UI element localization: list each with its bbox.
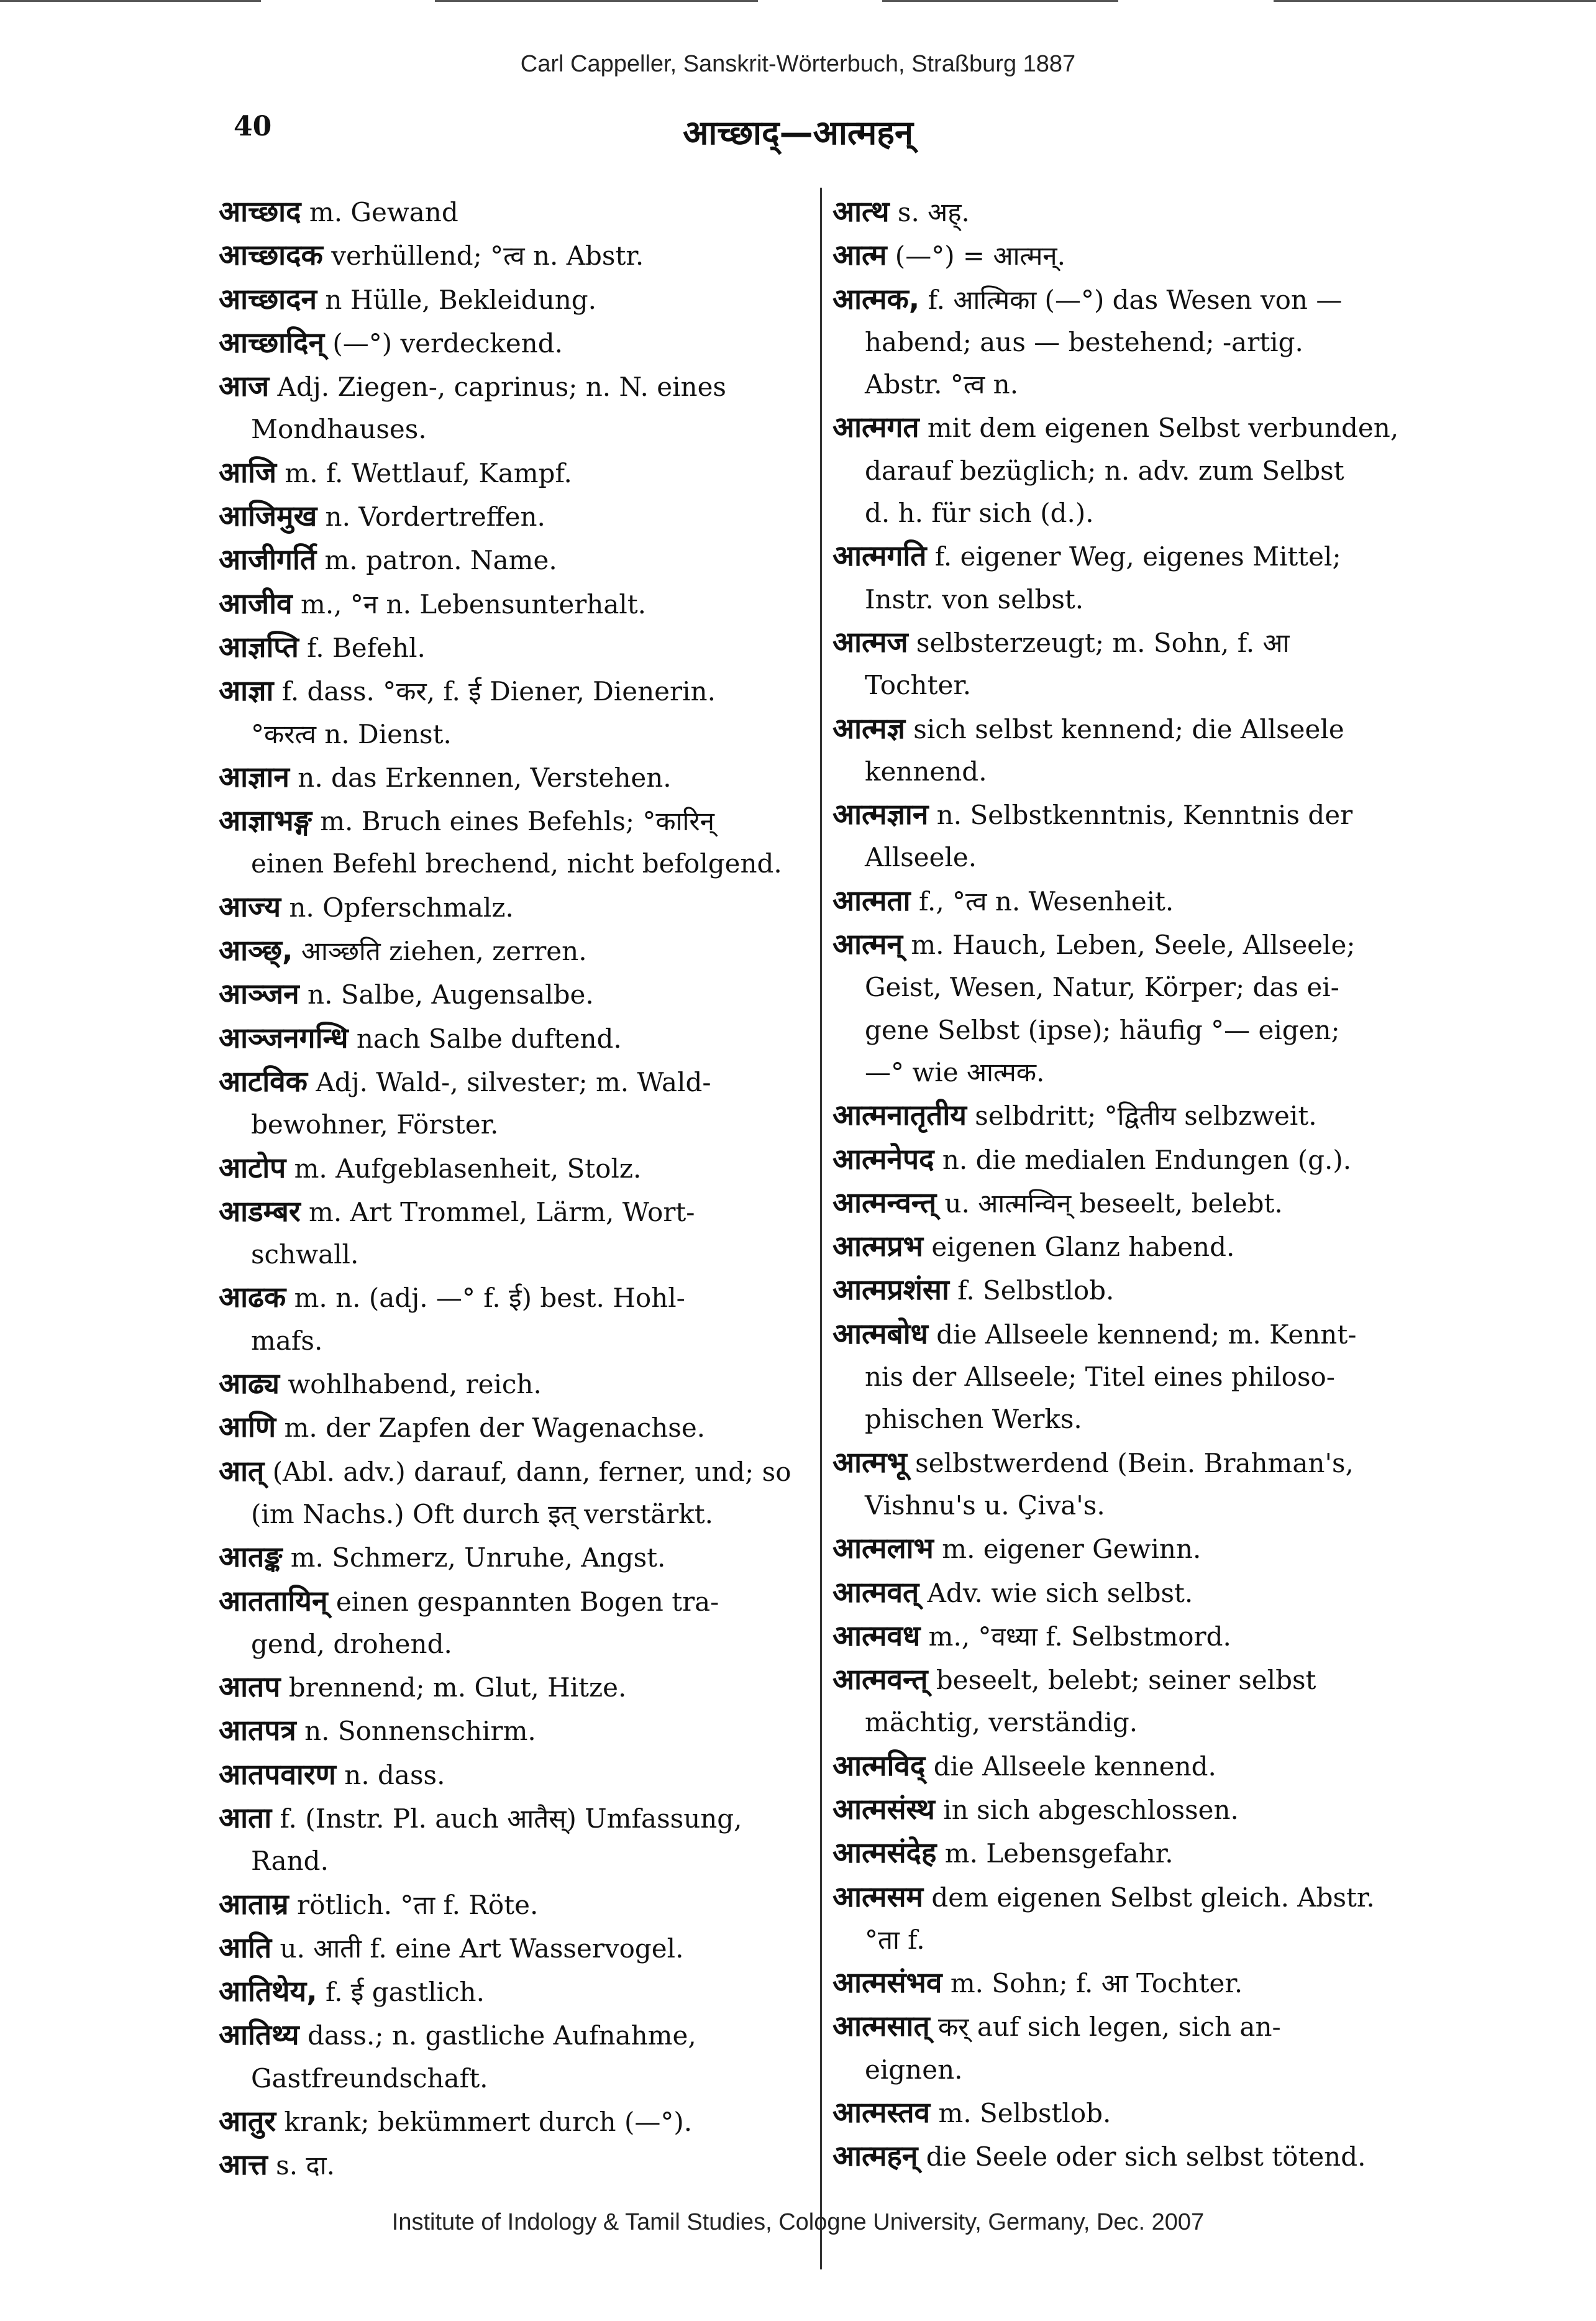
headword: आज्ञप्ति	[219, 629, 299, 664]
dictionary-line: Instr. von selbst.	[865, 584, 1084, 615]
dictionary-line	[219, 929, 815, 973]
dictionary-line: bewohner, Förster.	[251, 1109, 499, 1140]
headword: आतुर	[219, 2104, 276, 2138]
definition: m. Sohn; f. आ Tochter.	[942, 1968, 1243, 1999]
definition: m. Bruch eines Befehls; °कारिन्	[311, 806, 714, 837]
dictionary-line	[832, 1788, 1429, 1831]
definition: m. Schmerz, Unruhe, Angst.	[282, 1542, 666, 1573]
headword: आता	[219, 1800, 272, 1834]
definition: Adv. wie sich selbst.	[919, 1577, 1193, 1608]
dictionary-line: Rand.	[251, 1846, 329, 1877]
headword: आज्ञाभङ्ग	[219, 803, 312, 838]
dictionary-line	[219, 451, 815, 495]
definition: dem eigenen Selbst gleich. Abstr.	[923, 1882, 1375, 1913]
definition: beseelt, belebt; seiner selbst	[928, 1665, 1316, 1696]
dictionary-line	[219, 2100, 815, 2143]
dictionary-line: d. h. für sich (d.).	[865, 498, 1094, 529]
definition: die Allseele kennend; m. Kennt-	[928, 1319, 1357, 1350]
dictionary-line	[832, 234, 1429, 277]
headword: आच्छादिन्	[219, 325, 324, 359]
dictionary-line	[832, 923, 1429, 966]
dictionary-line	[219, 1665, 815, 1709]
headword: आतिथ्य	[219, 2018, 299, 2052]
definition: verhüllend; °त्व n. Abstr.	[322, 240, 644, 272]
headword: आत्मबोध	[832, 1316, 928, 1350]
dictionary-line: Geist, Wesen, Natur, Körper; das ei-	[865, 972, 1339, 1003]
dictionary-line	[832, 1441, 1429, 1485]
dictionary-line	[219, 582, 815, 626]
dictionary-line	[832, 534, 1429, 578]
definition: Adj. Wald-, silvester; m. Wald-	[308, 1066, 711, 1097]
definition: mit dem eigenen Selbst verbunden,	[919, 413, 1399, 444]
dictionary-line	[832, 1875, 1429, 1919]
dictionary-line: °ता f.	[865, 1924, 925, 1955]
dictionary-line	[832, 1181, 1429, 1225]
definition: rötlich. °ता f. Röte.	[288, 1889, 539, 1920]
dictionary-line: einen Befehl brechend, nicht befolgend.	[251, 848, 782, 879]
headword: आतप	[219, 1670, 281, 1704]
headword: आत्मविद्	[832, 1748, 926, 1782]
headword: आडम्बर	[219, 1194, 301, 1228]
dictionary-line: Gastfreundschaft.	[251, 2062, 488, 2094]
dictionary-line	[832, 1831, 1429, 1875]
headword: आत्मता	[832, 883, 911, 917]
dictionary-line	[832, 1571, 1429, 1614]
headword: आतपवारण	[219, 1757, 336, 1791]
dictionary-line	[219, 278, 815, 321]
definition: Adj. Ziegen-, caprinus; n. N. eines	[269, 372, 726, 403]
definition: s. अह्.	[889, 197, 970, 227]
headword: आञ्छ्,	[219, 933, 293, 968]
dictionary-line	[219, 1450, 815, 1493]
definition: कर् auf sich legen, sich an-	[929, 2012, 1281, 2043]
definition: m. Lebensgefahr.	[936, 1838, 1174, 1869]
headword: आति	[219, 1930, 272, 1964]
headword: आत्मज्ञान	[832, 797, 929, 831]
definition: selbstwerdend (Bein. Brahman's,	[906, 1447, 1354, 1478]
dictionary-line	[219, 1147, 815, 1190]
dictionary-line: habend; aus — bestehend; -artig.	[865, 326, 1303, 357]
dictionary-line	[832, 1614, 1429, 1658]
dictionary-line	[219, 799, 815, 843]
dictionary-line	[219, 1060, 815, 1104]
definition: wohlhabend, reich.	[279, 1369, 542, 1400]
right-column	[832, 190, 1429, 2179]
definition: n. Sonnenschirm.	[296, 1716, 536, 1747]
definition: m. Aufgeblasenheit, Stolz.	[286, 1153, 642, 1184]
dictionary-line	[219, 234, 815, 277]
footer-credit: Institute of Indology & Tamil Studies, Cologne University, Germany, Dec. 2007	[391, 2209, 1205, 2235]
definition: n. dass.	[335, 1759, 445, 1790]
definition: f. आत्मिका (—°) das Wesen von —	[919, 284, 1343, 315]
dictionary-line: Vishnu's u. Çiva's.	[865, 1490, 1105, 1521]
dictionary-line	[832, 406, 1429, 449]
definition: n. Salbe, Augensalbe.	[299, 979, 594, 1010]
headword: आत्मज	[832, 625, 908, 659]
dictionary-line: schwall.	[251, 1239, 359, 1270]
dictionary-line: gend, drohend.	[251, 1628, 452, 1659]
dictionary-line: °करत्व n. Dienst.	[251, 718, 452, 749]
dictionary-line	[219, 669, 815, 713]
headword: आच्छाद	[219, 195, 301, 228]
headword: आज्ञा	[219, 674, 274, 708]
definition: m. patron. Name.	[316, 545, 557, 576]
headword: आत्मगत	[832, 410, 919, 444]
headword: आत्मवध	[832, 1618, 921, 1652]
headword: आत्मगति	[832, 539, 927, 573]
definition: einen gespannten Bogen tra-	[327, 1586, 719, 1617]
headword: आटविक	[219, 1064, 308, 1098]
dictionary-line: kennend.	[865, 756, 987, 787]
headword: आतपत्र	[219, 1713, 296, 1747]
dictionary-line	[219, 1362, 815, 1406]
headword: आढक	[219, 1280, 286, 1314]
definition: n. Selbstkenntnis, Kenntnis der	[928, 800, 1353, 831]
definition: m., °न n. Lebensunterhalt.	[292, 588, 647, 620]
dictionary-line	[219, 321, 815, 365]
headword: आत्मसंभव	[832, 1966, 942, 2000]
column-divider	[820, 188, 822, 2269]
headword: आत्मस्तव	[832, 2095, 931, 2130]
definition: n. Vordertreffen.	[317, 501, 545, 533]
definition: m., °वध्या f. Selbstmord.	[920, 1621, 1231, 1652]
headword: आजिमुख	[219, 499, 317, 533]
definition: n. Opferschmalz.	[281, 892, 514, 923]
dictionary-line	[832, 1138, 1429, 1181]
definition: m. Selbstlob.	[930, 2098, 1111, 2129]
dictionary-line	[832, 1744, 1429, 1788]
definition: m. Hauch, Leben, Seele, Allseele;	[902, 930, 1356, 961]
definition: n. die medialen Endungen (g.).	[934, 1144, 1352, 1175]
dictionary-line	[832, 879, 1429, 923]
top-edge-rule	[0, 0, 1596, 6]
dictionary-line	[219, 1276, 815, 1319]
dictionary-line	[832, 707, 1429, 751]
dictionary-line	[219, 1017, 815, 1060]
dictionary-line	[219, 1709, 815, 1752]
definition: f., °त्व n. Wesenheit.	[910, 886, 1174, 917]
dictionary-line: mächtig, verständig.	[865, 1707, 1138, 1738]
dictionary-line	[219, 1926, 815, 1970]
dictionary-line: Allseele.	[865, 842, 977, 873]
headword: आतिथेय,	[219, 1974, 317, 2008]
headword: आणि	[219, 1410, 276, 1444]
dictionary-line	[832, 621, 1429, 664]
definition: die Seele oder sich selbst tötend.	[918, 2141, 1366, 2172]
headword: आजि	[219, 455, 277, 489]
dictionary-line	[832, 1312, 1429, 1356]
dictionary-line: (im Nachs.) Oft durch इत् verstärkt.	[251, 1498, 713, 1529]
definition: f. dass. °कर, f. ई Diener, Dienerin.	[273, 676, 716, 707]
headword: आज्ञान	[219, 759, 290, 794]
headword: आत्मज्ञ	[832, 711, 905, 745]
definition: nach Salbe duftend.	[348, 1023, 622, 1054]
dictionary-line: Abstr. °त्व n.	[865, 369, 1019, 400]
dictionary-line: gene Selbst (ipse); häufig °— eigen;	[865, 1014, 1340, 1045]
dictionary-line	[219, 538, 815, 582]
headword: आञ्जन	[219, 977, 299, 1011]
dictionary-line	[219, 626, 815, 669]
headword: आत्त	[219, 2148, 268, 2182]
headword: आढ्य	[219, 1367, 280, 1401]
dictionary-line	[832, 1658, 1429, 1701]
dictionary-line: darauf bezüglich; n. adv. zum Selbst	[865, 455, 1344, 486]
headword: आत्थ	[832, 195, 890, 228]
definition: m. der Zapfen der Wagenachse.	[276, 1412, 706, 1444]
definition: (—°) = आत्मन्.	[887, 240, 1065, 272]
definition: in sich abgeschlossen.	[934, 1794, 1239, 1825]
headword: आतङ्क	[219, 1540, 283, 1574]
definition: eigenen Glanz habend.	[923, 1232, 1235, 1263]
dictionary-line	[219, 973, 815, 1016]
headword: आच्छादन	[219, 282, 317, 316]
headword: आत्मलाभ	[832, 1531, 934, 1565]
dictionary-line: mafs.	[251, 1325, 323, 1356]
dictionary-line	[219, 365, 815, 408]
dictionary-line	[832, 2005, 1429, 2048]
definition: sich selbst kennend; die Allseele	[905, 713, 1344, 744]
definition: (—°) verdeckend.	[324, 327, 563, 359]
headword: आत्म	[832, 238, 887, 272]
headword: आत्मवन्त्	[832, 1662, 928, 1696]
definition: u. आत्मन्विन् beseelt, belebt.	[936, 1188, 1283, 1219]
headword: आत्मसंस्थ	[832, 1792, 935, 1826]
dictionary-line	[832, 190, 1429, 234]
headword: आत्मसंदेह	[832, 1836, 937, 1870]
dictionary-line	[832, 1225, 1429, 1268]
headword: आत्मसम	[832, 1879, 924, 1913]
dictionary-line	[219, 1797, 815, 1840]
dictionary-line	[219, 1190, 815, 1234]
dictionary-line	[832, 1961, 1429, 2005]
definition: s. दा.	[267, 2150, 335, 2181]
definition: f. Befehl.	[298, 632, 426, 663]
definition: f. Selbstlob.	[949, 1275, 1115, 1306]
definition: f. eigener Weg, eigenes Mittel;	[926, 541, 1341, 572]
definition: brennend; m. Glut, Hitze.	[280, 1672, 627, 1703]
dictionary-line	[219, 190, 815, 234]
definition: die Allseele kennend.	[925, 1751, 1216, 1782]
definition: f. ई gastlich.	[317, 1977, 485, 2008]
definition: selbsterzeugt; m. Sohn, f. आ	[908, 627, 1290, 658]
dictionary-line	[219, 1970, 815, 2013]
definition: (Abl. adv.) darauf, dann, ferner, und; so	[264, 1456, 791, 1487]
dictionary-line	[219, 2013, 815, 2057]
definition: selbdritt; °द्वितीय selbzweit.	[966, 1101, 1317, 1132]
definition: m. f. Wettlauf, Kampf.	[276, 457, 572, 488]
headword: आञ्जनगन्धि	[219, 1020, 349, 1055]
definition: krank; bekümmert durch (—°).	[276, 2107, 693, 2138]
running-head: आच्छाद्—आत्महन्	[683, 113, 913, 152]
headword: आत्मक,	[832, 282, 920, 316]
headword: आत्मन्वन्त्	[832, 1185, 937, 1219]
dictionary-line	[219, 756, 815, 799]
definition: आञ्छति ziehen, zerren.	[293, 936, 587, 967]
headword: आच्छादक	[219, 238, 323, 272]
dictionary-line	[219, 1753, 815, 1797]
headword: आत्मनेपद	[832, 1142, 934, 1176]
headword: आटोप	[219, 1150, 286, 1184]
dictionary-line	[219, 1580, 815, 1623]
headword: आत्	[219, 1453, 265, 1488]
definition: u. आती f. eine Art Wasservogel.	[271, 1933, 684, 1964]
headword: आताम्र	[219, 1887, 289, 1921]
dictionary-line	[219, 886, 815, 929]
dictionary-line	[832, 1268, 1429, 1312]
headword: आत्मसात्	[832, 2009, 930, 2043]
page-number: 40	[234, 111, 272, 142]
headword: आत्मनातृतीय	[832, 1098, 967, 1132]
headword: आत्महन्	[832, 2139, 918, 2173]
dictionary-line	[832, 1527, 1429, 1570]
dictionary-line: phischen Werks.	[865, 1404, 1082, 1435]
definition: m. eigener Gewinn.	[933, 1534, 1202, 1565]
definition: m. Gewand	[301, 197, 458, 227]
dictionary-line: Tochter.	[865, 670, 972, 701]
headword: आजीव	[219, 586, 293, 620]
headword: आज	[219, 369, 270, 403]
dictionary-line: Mondhauses.	[251, 414, 427, 445]
headword: आत्मप्रशंसा	[832, 1273, 949, 1307]
dictionary-line: —° wie आत्मक.	[865, 1056, 1045, 1087]
definition: f. (Instr. Pl. auch आतैस्) Umfassung,	[271, 1803, 742, 1834]
headword: आत्मन्	[832, 927, 903, 961]
headword: आजीगर्ति	[219, 542, 317, 577]
source-note: Carl Cappeller, Sanskrit-Wörterbuch, Straßburg 1887	[520, 51, 1076, 77]
definition: n. das Erkennen, Verstehen.	[289, 762, 672, 793]
headword: आततायिन्	[219, 1583, 328, 1618]
dictionary-line	[219, 1536, 815, 1579]
headword: आत्मवत्	[832, 1575, 919, 1609]
dictionary-line	[832, 793, 1429, 836]
dictionary-line	[219, 2143, 815, 2187]
definition: m. Art Trommel, Lärm, Wort-	[300, 1196, 695, 1227]
dictionary-line: eignen.	[865, 2054, 963, 2085]
dictionary-line	[832, 1094, 1429, 1137]
headword: आज्य	[219, 889, 281, 923]
dictionary-line	[219, 1406, 815, 1449]
definition: dass.; n. gastliche Aufnahme,	[299, 2020, 696, 2051]
dictionary-line: nis der Allseele; Titel eines philoso-	[865, 1362, 1335, 1393]
dictionary-line	[832, 2135, 1429, 2178]
dictionary-line	[832, 278, 1429, 321]
dictionary-line	[832, 2091, 1429, 2135]
headword: आत्मप्रभ	[832, 1229, 923, 1263]
dictionary-line	[219, 1883, 815, 1926]
headword: आत्मभू	[832, 1445, 907, 1479]
left-column	[219, 190, 815, 2187]
definition: n Hülle, Bekleidung.	[317, 284, 597, 315]
dictionary-line	[219, 495, 815, 538]
definition: m. n. (adj. —° f. ई) best. Hohl-	[286, 1283, 685, 1314]
